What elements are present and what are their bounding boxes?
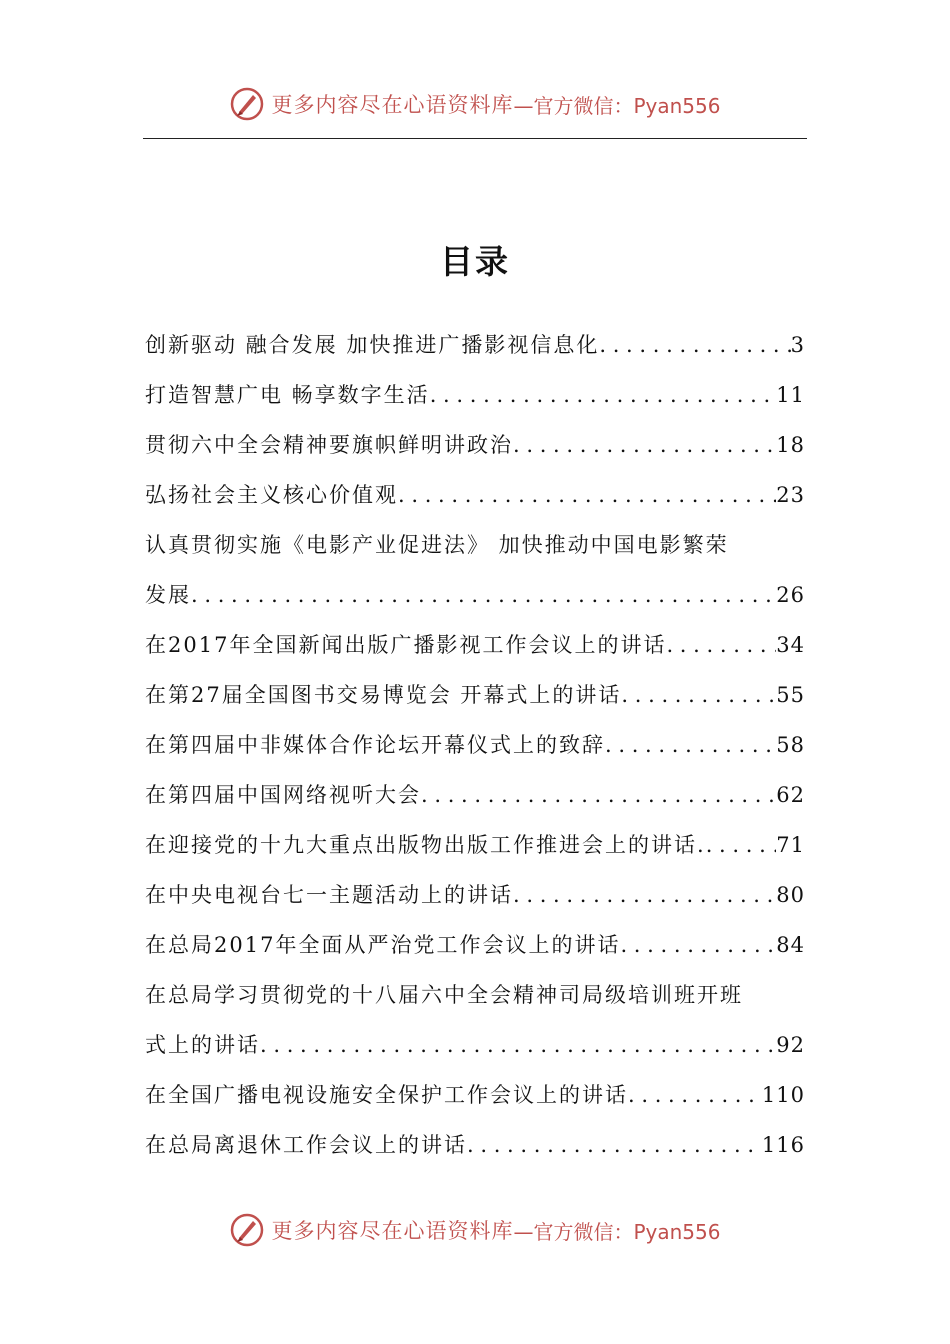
toc-entry-page: 92 [776, 1033, 805, 1057]
toc-entry-page: 80 [776, 883, 805, 907]
toc-entry-title: 在总局学习贯彻党的十八届六中全会精神司局级培训班开班 [145, 983, 743, 1007]
toc-entry-6[interactable] [145, 620, 805, 670]
toc-entry-title-continued: 式上的讲话 [145, 1033, 260, 1057]
toc-entry-title: 在第27届全国图书交易博览会 开幕式上的讲话 [145, 683, 622, 707]
toc-leader-dots [421, 770, 776, 820]
toc-entry-15[interactable] [145, 1120, 805, 1170]
toc-entry-title: 认真贯彻实施《电影产业促进法》 加快推动中国电影繁荣 [145, 533, 729, 557]
toc-entry-5-cont[interactable] [145, 570, 805, 620]
toc-leader-dots [666, 620, 776, 670]
toc-entry-title: 贯彻六中全会精神要旗帜鲜明讲政治 [145, 433, 513, 457]
toc-entry-page: 23 [776, 483, 805, 507]
toc-entry-10[interactable] [145, 820, 805, 870]
toc-leader-dots [599, 320, 790, 370]
toc-entry-page: 58 [776, 733, 805, 757]
toc-leader-dots [706, 820, 777, 870]
toc-leader-dots [605, 720, 776, 770]
toc-leader-dots [513, 420, 776, 470]
header-banner [0, 84, 950, 124]
header-wechat-text: —官方微信：Pyan556 [513, 93, 721, 118]
toc-entry-page: 18 [776, 433, 805, 457]
toc-leader-dots [621, 670, 776, 720]
table-of-contents [145, 320, 805, 1170]
toc-entry-4[interactable] [145, 470, 805, 520]
toc-entry-title: 弘扬社会主义核心价值观 [145, 483, 398, 507]
toc-leader-dots [620, 920, 776, 970]
toc-entry-13-cont[interactable] [145, 1020, 805, 1070]
toc-entry-page: 3 [790, 333, 805, 357]
toc-leader-dots [398, 470, 776, 520]
toc-leader-dots [430, 370, 777, 420]
toc-entry-2[interactable] [145, 370, 805, 420]
toc-entry-9[interactable] [145, 770, 805, 820]
toc-entry-12[interactable] [145, 920, 805, 970]
toc-entry-page: 84 [776, 933, 805, 957]
toc-entry-title: 在中央电视台七一主题活动上的讲话 [145, 883, 513, 907]
toc-entry-title: 打造智慧广电 畅享数字生活 [145, 383, 430, 407]
toc-entry-page: 62 [776, 783, 805, 807]
page-title: 目录 [440, 242, 510, 281]
header-brand-text: 更多内容尽在心语资料库 [271, 93, 514, 117]
pen-logo-icon [229, 86, 265, 122]
toc-leader-dots [513, 870, 776, 920]
footer-banner [0, 1210, 950, 1250]
footer-brand-text: 更多内容尽在心语资料库 [271, 1219, 514, 1243]
pen-logo-icon [229, 1212, 265, 1248]
toc-entry-title-continued: 发展 [145, 583, 191, 607]
toc-entry-title: 创新驱动 融合发展 加快推进广播影视信息化 [145, 333, 600, 357]
toc-leader-dots [467, 1120, 762, 1170]
toc-entry-title: 在第四届中国网络视听大会 [145, 783, 421, 807]
toc-entry-title: 在总局2017年全面从严治党工作会议上的讲话 [145, 933, 621, 957]
toc-entry-title: 在2017年全国新闻出版广播影视工作会议上的讲话 [145, 633, 667, 657]
toc-entry-page: 11 [776, 383, 805, 407]
toc-entry-title: 在迎接党的十九大重点出版物出版工作推进会上的讲话. [145, 833, 706, 857]
toc-entry-title: 在第四届中非媒体合作论坛开幕仪式上的致辞 [145, 733, 605, 757]
toc-entry-11[interactable] [145, 870, 805, 920]
toc-leader-dots [628, 1070, 762, 1120]
toc-entry-page: 26 [776, 583, 805, 607]
toc-entry-8[interactable] [145, 720, 805, 770]
toc-entry-page: 55 [776, 683, 805, 707]
toc-leader-dots [191, 570, 776, 620]
toc-entry-7[interactable] [145, 670, 805, 720]
toc-entry-14[interactable] [145, 1070, 805, 1120]
toc-leader-dots [260, 1020, 776, 1070]
toc-entry-5[interactable] [145, 520, 805, 570]
toc-entry-page: 110 [761, 1083, 805, 1107]
toc-entry-13[interactable] [145, 970, 805, 1020]
toc-entry-page: 34 [776, 633, 805, 657]
footer-wechat-text: —官方微信：Pyan556 [513, 1219, 721, 1244]
toc-entry-page: 116 [761, 1133, 805, 1157]
toc-entry-title: 在全国广播电视设施安全保护工作会议上的讲话 [145, 1083, 628, 1107]
header-divider [143, 138, 807, 139]
toc-entry-1[interactable] [145, 320, 805, 370]
toc-entry-3[interactable] [145, 420, 805, 470]
toc-entry-page: 71 [776, 833, 805, 857]
toc-entry-title: 在总局离退休工作会议上的讲话 [145, 1133, 467, 1157]
